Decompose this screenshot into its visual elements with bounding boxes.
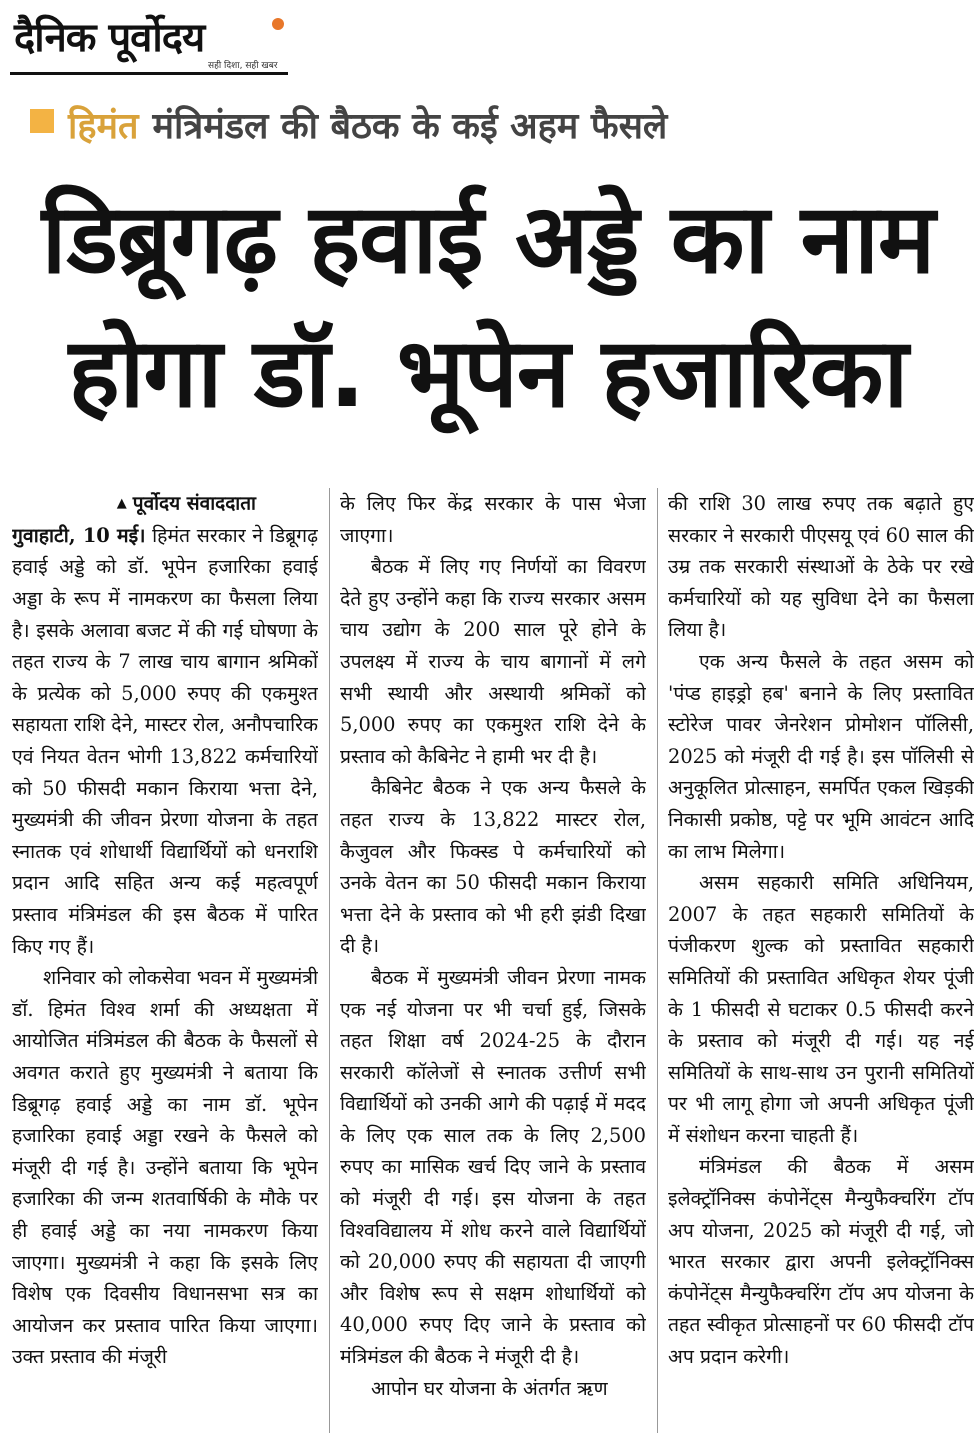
byline-text: पूर्वोदय संवाददाता — [132, 492, 256, 515]
headline-line-2: होगा डॉ. भूपेन हजारिका — [68, 317, 908, 429]
paragraph: बैठक में मुख्यमंत्री जीवन प्रेरणा नामक एक नई योजना पर भी चर्चा हुई, जिसके तहत शिक्षा वर्ष 2024-25 के दौरान सरकारी कॉलेजों से स्नातक उत्तीर्ण सभी विद्यार्थियों को उनकी आगे की पढ़ाई में मदद के लिए एक साल तक के लिए 2,500 रुपए का मासिक खर्च दिए जाने के प्रस्ताव को मंजूरी दी गई। इस योजना के तहत विश्वविद्यालय में शोध करने वाले विद्यार्थियों को 20,000 रुपए की सहायता दी जाएगी और विशेष रूप से सक्षम शोधार्थियों को 40,000 रुपए दिए जाने के प्रस्ताव को मंत्रिमंडल की बैठक ने मंजूरी दी है। — [340, 965, 646, 1369]
article-column-1 — [12, 488, 318, 1433]
column-divider — [329, 488, 330, 1433]
headline — [0, 172, 976, 440]
paragraph: बैठक में लिए गए निर्णयों का विवरण देते हुए उन्होंने कहा कि राज्य सरकार असम चाय उद्योग के 200 साल पूरे होने के उपलक्ष्य में राज्य के चाय बागानों में लगे सभी स्थायी और अस्थायी श्रमिकों को 5,000 रुपए का एकमुश्त राशि देने के प्रस्ताव को कैबिनेट ने हामी भर दी है। — [340, 555, 646, 768]
column-divider — [657, 488, 658, 1433]
paragraph: मंत्रिमंडल की बैठक में असम इलेक्ट्रॉनिक्स कंपोनेंट्स मैन्युफैक्चरिंग टॉप अप योजना, 2025 को मंजूरी दी गई, जो भारत सरकार द्वारा अपनी इलेक्ट्रॉनिक्स कंपोनेंट्स मैन्युफैक्चरिंग टॉप अप योजना के तहत स्वीकृत प्रोत्साहनों पर 60 फीसदी टॉप अप प्रदान करेगी। — [668, 1155, 974, 1369]
paragraph: शनिवार को लोकसेवा भवन में मुख्यमंत्री डॉ. हिमंत विश्व शर्मा की अध्यक्षता में आयोजित मंत्रिमंडल की बैठक के फैसलों से अवगत कराते हुए मुख्यमंत्री ने बताया कि डिब्रूगढ़ हवाई अड्डे का नाम डॉ. भूपेन हजारिका हवाई अड्डा रखने के फैसले को मंजूरी दी गई है। उन्होंने बताया कि भूपेन हजारिका की जन्म शतवार्षिकी के मौके पर ही हवाई अड्डे का नया नामकरण किया जाएगा। मुख्यमंत्री ने कहा कि इसके लिए विशेष एक दिवसीय विधानसभा सत्र का आयोजन कर प्रस्ताव पारित किया जाएगा। उक्त प्रस्ताव की मंजूरी — [12, 966, 318, 1369]
kicker-highlight: हिमंत — [68, 106, 139, 147]
triangle-icon: ▲ — [116, 496, 127, 511]
dateline: गुवाहाटी, 10 मई। — [12, 523, 146, 547]
paragraph: आपोन घर योजना के अंतर्गत ऋण — [371, 1376, 608, 1400]
masthead-tagline: सही दिशा, सही खबर — [208, 61, 278, 71]
masthead-logo-dot — [272, 18, 284, 30]
square-bullet-icon — [30, 109, 54, 133]
paragraph-text: हिमंत सरकार ने डिब्रूगढ़ हवाई अड्डे को डॉ. भूपेन हजारिका हवाई अड्डा के रूप में नामकरण का फैसला लिया है। इसके अलावा बजट में की गई घोषणा के तहत राज्य के 7 लाख चाय बागान श्रमिकों के प्रत्येक को 5,000 रुपए की एकमुश्त सहायता राशि देने, मास्टर रोल, अनौपचारिक एवं नियत वेतन भोगी 13,822 कर्मचारियों को 50 फीसदी मकान किराया भत्ता देने, मुख्यमंत्री की जीवन प्रेरणा योजना के तहत स्नातक एवं शोधार्थी विद्यार्थियों को धनराशि प्रदान आदि सहित अन्य कई महत्वपूर्ण प्रस्ताव मंत्रिमंडल की इस बैठक में पारित किए गए हैं। — [12, 523, 318, 958]
byline — [12, 488, 318, 520]
paragraph: के लिए फिर केंद्र सरकार के पास भेजा जाएगा। — [340, 492, 646, 547]
masthead-title: दैनिक पूर्वोदय — [14, 15, 205, 61]
article-column-3 — [668, 488, 974, 1433]
paragraph: असम सहकारी समिति अधिनियम, 2007 के तहत सहकारी समितियों के पंजीकरण शुल्क को प्रस्तावित सहकारी समितियों की प्रस्तावित अधिकृत शेयर पूंजी के 1 फीसदी से घटाकर 0.5 फीसदी करने के प्रस्ताव को मंजूरी दी गई। यह नई समितियों के साथ-साथ उन पुरानी समितियों पर भी लागू होगा जो अपनी अधिकृत पूंजी में संशोधन करना चाहती हैं। — [668, 871, 974, 1147]
masthead-rule — [10, 72, 288, 75]
kicker — [30, 100, 960, 152]
article-column-2 — [340, 488, 646, 1433]
kicker-text: मंत्रिमंडल की बैठक के कई अहम फैसले — [152, 106, 668, 147]
paragraph: कैबिनेट बैठक ने एक अन्य फैसले के तहत राज्य के 13,822 मास्टर रोल, कैजुवल और फिक्स्ड पे कर्मचारियों को उनके वेतन का 50 फीसदी मकान किराया भत्ता देने के प्रस्ताव को भी हरी झंडी दिखा दी है। — [340, 776, 646, 958]
paragraph — [12, 520, 318, 962]
headline-line-1: डिब्रूगढ़ हवाई अड्डे का नाम — [41, 183, 935, 295]
paragraph: की राशि 30 लाख रुपए तक बढ़ाते हुए सरकार ने सरकारी पीएसयू एवं 60 साल की उम्र तक सरकारी संस्थाओं के ठेके पर रखे कर्मचारियों को यह सुविधा देने का फैसला लिया है। — [668, 492, 974, 642]
masthead — [10, 8, 288, 74]
paragraph: एक अन्य फैसले के तहत असम को 'पंप्ड हाइड्रो हब' बनाने के लिए प्रस्तावित स्टोरेज पावर जेनरेशन प्रोमोशन पॉलिसी, 2025 को मंजूरी दी गई है। इस पॉलिसी से अनुकूलित प्रोत्साहन, समर्पित एकल खिड़की निकासी प्रकोष्ठ, पट्टे पर भूमि आवंटन आदि का लाभ मिलेगा। — [668, 649, 974, 863]
